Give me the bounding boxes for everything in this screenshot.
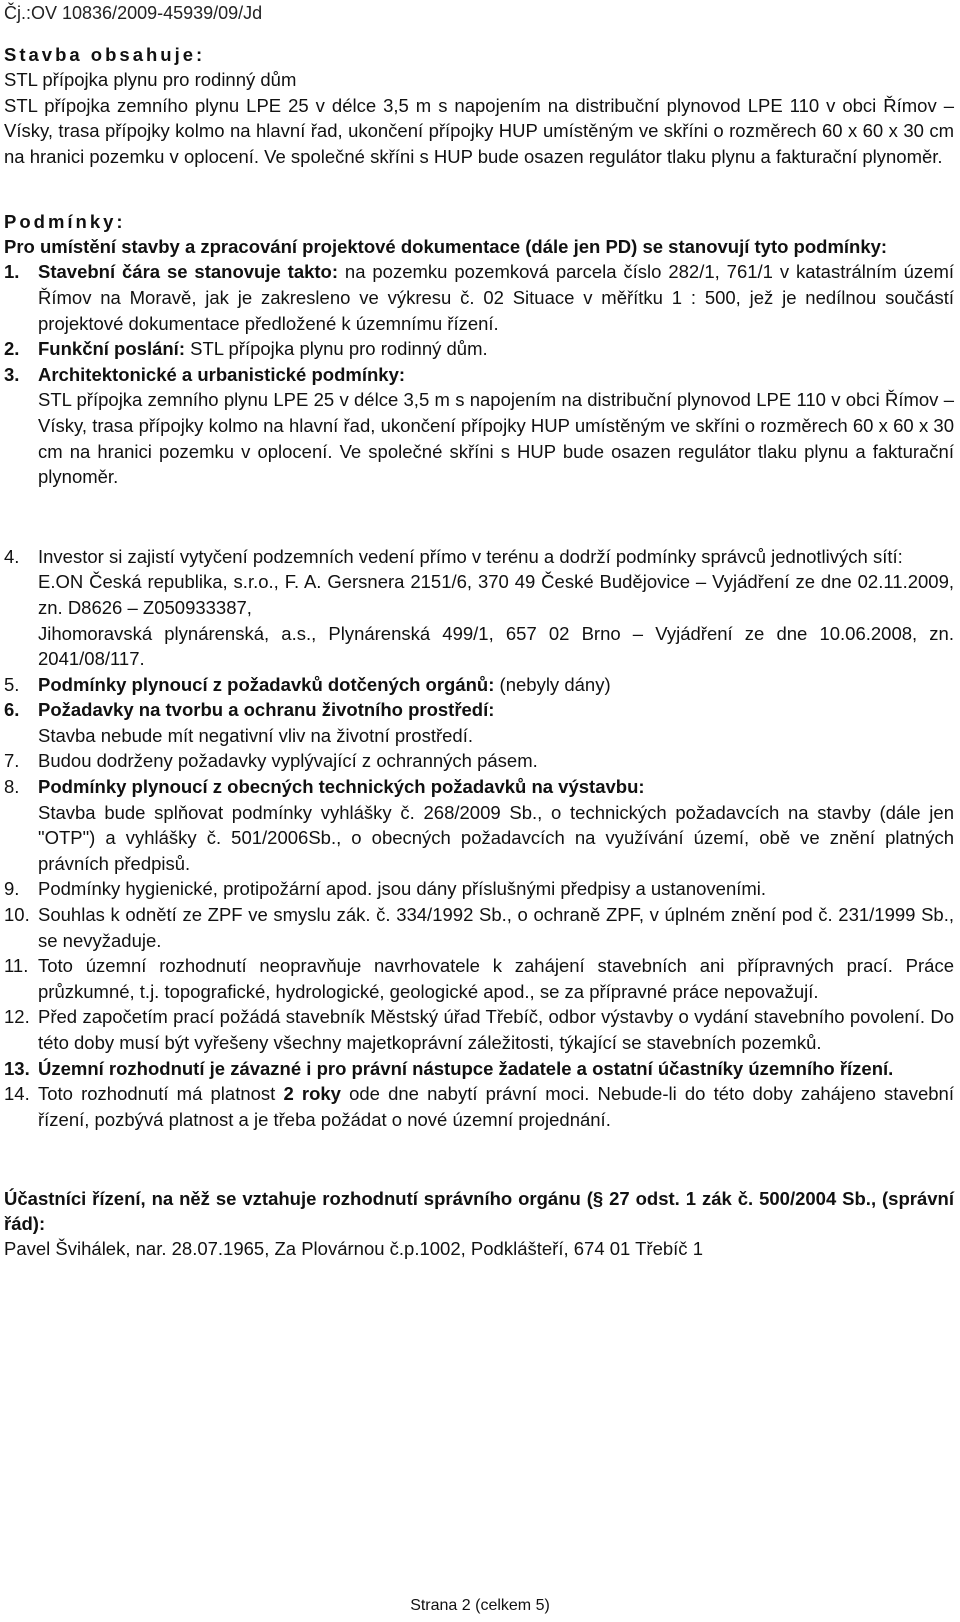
stavba-heading: Stavba obsahuje: [4, 44, 206, 65]
item-body [38, 672, 954, 698]
item-body [38, 774, 954, 876]
item-bold: Podmínky plynoucí z požadavků dotčených orgánů: [38, 673, 495, 695]
participants-heading: Účastníci řízení, na něž se vztahuje rozhodnutí správního orgánu (§ 27 odst. 1 zák č. 500/2004 Sb., (správní řád): [4, 1188, 954, 1235]
stavba-description: STL přípojka zemního plynu LPE 25 v délce 3,5 m s napojením na distribuční plynovod LPE 110 v obci Římov – Vísky, trasa přípojky kolmo na hlavní řad, ukončení přípojky HUP umístěným ve skříni o rozměrech 60 x 60 x 30 cm na hranici pozemku v oplocení. Ve společné skříni s HUP bude osazen regulátor tlaku plynu a fakturační plynoměr. [4, 94, 954, 167]
item-body [38, 544, 954, 672]
stavba-line1: STL přípojka plynu pro rodinný dům [4, 69, 297, 90]
item-text: Stavba bude splňovat podmínky vyhlášky č. 268/2009 Sb., o technických požadavcích na stavby (dále jen "OTP") a vyhlášky č. 501/2006Sb., o obecných požadavcích na využívání území, obě ve znění platných právních předpisů. [38, 801, 954, 874]
item-text: Budou dodrženy požadavky vyplývající z ochranných pásem. [38, 750, 538, 772]
item-bold: Podmínky plynoucí z obecných technických požadavků na výstavbu: [38, 776, 645, 798]
item-text-b: ode dne nabytí právní moci. Nebude-li do této doby zahájeno stavební řízení, pozbývá platnost a je třeba požádat o nové územní projednání. [38, 1083, 954, 1130]
item-number: 7. [4, 750, 20, 772]
condition-item-13 [4, 1056, 954, 1082]
item-bold: Požadavky na tvorbu a ochranu životního prostředí: [38, 699, 495, 721]
podminky-heading: Podmínky: [4, 211, 126, 233]
item-text: Toto územní rozhodnutí neopravňuje navrhovatele k zahájení stavebních ani přípravných prací. Práce průzkumné, t.j. topografické, hydrologické, geologické apod., se za přípravné práce nepovažují. [38, 955, 954, 1002]
item-body [38, 362, 954, 490]
item-body [38, 697, 954, 748]
item-number: 12. [4, 1006, 30, 1028]
condition-item-4 [4, 544, 954, 672]
item-number: 8. [4, 776, 20, 798]
item-text: STL přípojka plynu pro rodinný dům. [184, 338, 488, 360]
item-bold: Architektonické a urbanistické podmínky: [38, 363, 406, 385]
item-number: 1. [4, 261, 20, 283]
item-number: 13. [4, 1057, 30, 1079]
item-body [38, 259, 954, 336]
condition-item-10 [4, 902, 954, 953]
condition-item-5 [4, 672, 954, 698]
item-text: STL přípojka zemního plynu LPE 25 v délce 3,5 m s napojením na distribuční plynovod LPE 110 v obci Římov – Vísky, trasa přípojky kolmo na hlavní řad, ukončení přípojky HUP umístěným ve skříni o rozměrech 60 x 60 x 30 cm na hranici pozemku v oplocení. Ve společné skříni s HUP bude osazen regulátor tlaku plynu a fakturační plynoměr. [38, 389, 954, 488]
podminky-intro: Pro umístění stavby a zpracování projektové dokumentace (dále jen PD) se stanovují tyto podmínky: [4, 236, 888, 258]
item-text: na pozemku pozemková parcela číslo 282/1, 761/1 v katastrálním území Římov na Moravě, jak je zakresleno ve výkresu č. 02 Situace v měřítku 1 : 500, jež je nedílnou součástí projektové dokumentace předložené k územnímu řízení. [38, 261, 954, 334]
condition-item-9 [4, 876, 954, 902]
document-body [4, 42, 954, 1262]
item-text: Investor si zajistí vytyčení podzemních vedení přímo v terénu a dodrží podmínky správců jednotlivých sítí: [38, 545, 903, 567]
item-number: 2. [4, 338, 20, 360]
item-body [38, 336, 954, 362]
item-number: 10. [4, 904, 30, 926]
item-text: Souhlas k odnětí ze ZPF ve smyslu zák. č. 334/1992 Sb., o ochraně ZPF, v úplném znění pod č. 231/1999 Sb., se nevyžaduje. [38, 904, 954, 951]
participant-person: Pavel Švihálek, nar. 28.07.1965, Za Plovárnou č.p.1002, Podklášteří, 674 01 Třebíč 1 [4, 1238, 703, 1260]
item-text: Stavba nebude mít negativní vliv na životní prostředí. [38, 724, 473, 746]
condition-item-8 [4, 774, 954, 876]
item-number: 14. [4, 1083, 30, 1105]
condition-item-11 [4, 953, 954, 1004]
item-bold: Územní rozhodnutí je závazné i pro právní nástupce žadatele a ostatní účastníky územního řízení. [38, 1057, 894, 1079]
item-number: 4. [4, 545, 20, 567]
condition-item-3 [4, 362, 954, 490]
condition-item-6 [4, 697, 954, 748]
item-number: 6. [4, 699, 20, 721]
page-number-footer: Strana 2 (celkem 5) [410, 1597, 550, 1614]
item-number: 11. [4, 955, 29, 977]
item-body [38, 1081, 954, 1132]
item-text: Před započetím prací požádá stavebník Městský úřad Třebíč, odbor výstavby o vydání stavebního povolení. Do této doby musí být vyřešeny všechny majetkoprávní záležitosti, týkající se stavebních pozemků. [38, 1006, 954, 1053]
item-number: 9. [4, 878, 20, 900]
condition-item-1 [4, 259, 954, 336]
network-owner-eon: E.ON Česká republika, s.r.o., F. A. Gersnera 2151/6, 370 49 České Budějovice – Vyjádření ze dne 02.11.2009, zn. D8626 – Z050933387, [38, 571, 954, 618]
network-owner-jmp: Jihomoravská plynárenská, a.s., Plynárenská 499/1, 657 02 Brno – Vyjádření ze dne 10.06.2008, zn. 2041/08/117. [38, 622, 954, 670]
item-bold: 2 roky [283, 1083, 341, 1105]
item-number: 5. [4, 673, 20, 695]
item-bold: Funkční poslání: [38, 338, 185, 360]
condition-item-7 [4, 748, 954, 774]
document-reference-number: Čj.:OV 10836/2009-45939/09/Jd [4, 3, 263, 23]
item-number: 3. [4, 363, 20, 385]
item-text: Podmínky hygienické, protipožární apod. jsou dány příslušnými předpisy a ustanoveními. [38, 878, 767, 900]
item-text-a: Toto rozhodnutí má platnost [38, 1083, 284, 1105]
item-bold: Stavební čára se stanovuje takto: [38, 261, 339, 283]
condition-item-12 [4, 1004, 954, 1055]
item-text: (nebyly dány) [494, 673, 611, 695]
condition-item-2 [4, 336, 954, 362]
condition-item-14 [4, 1081, 954, 1132]
